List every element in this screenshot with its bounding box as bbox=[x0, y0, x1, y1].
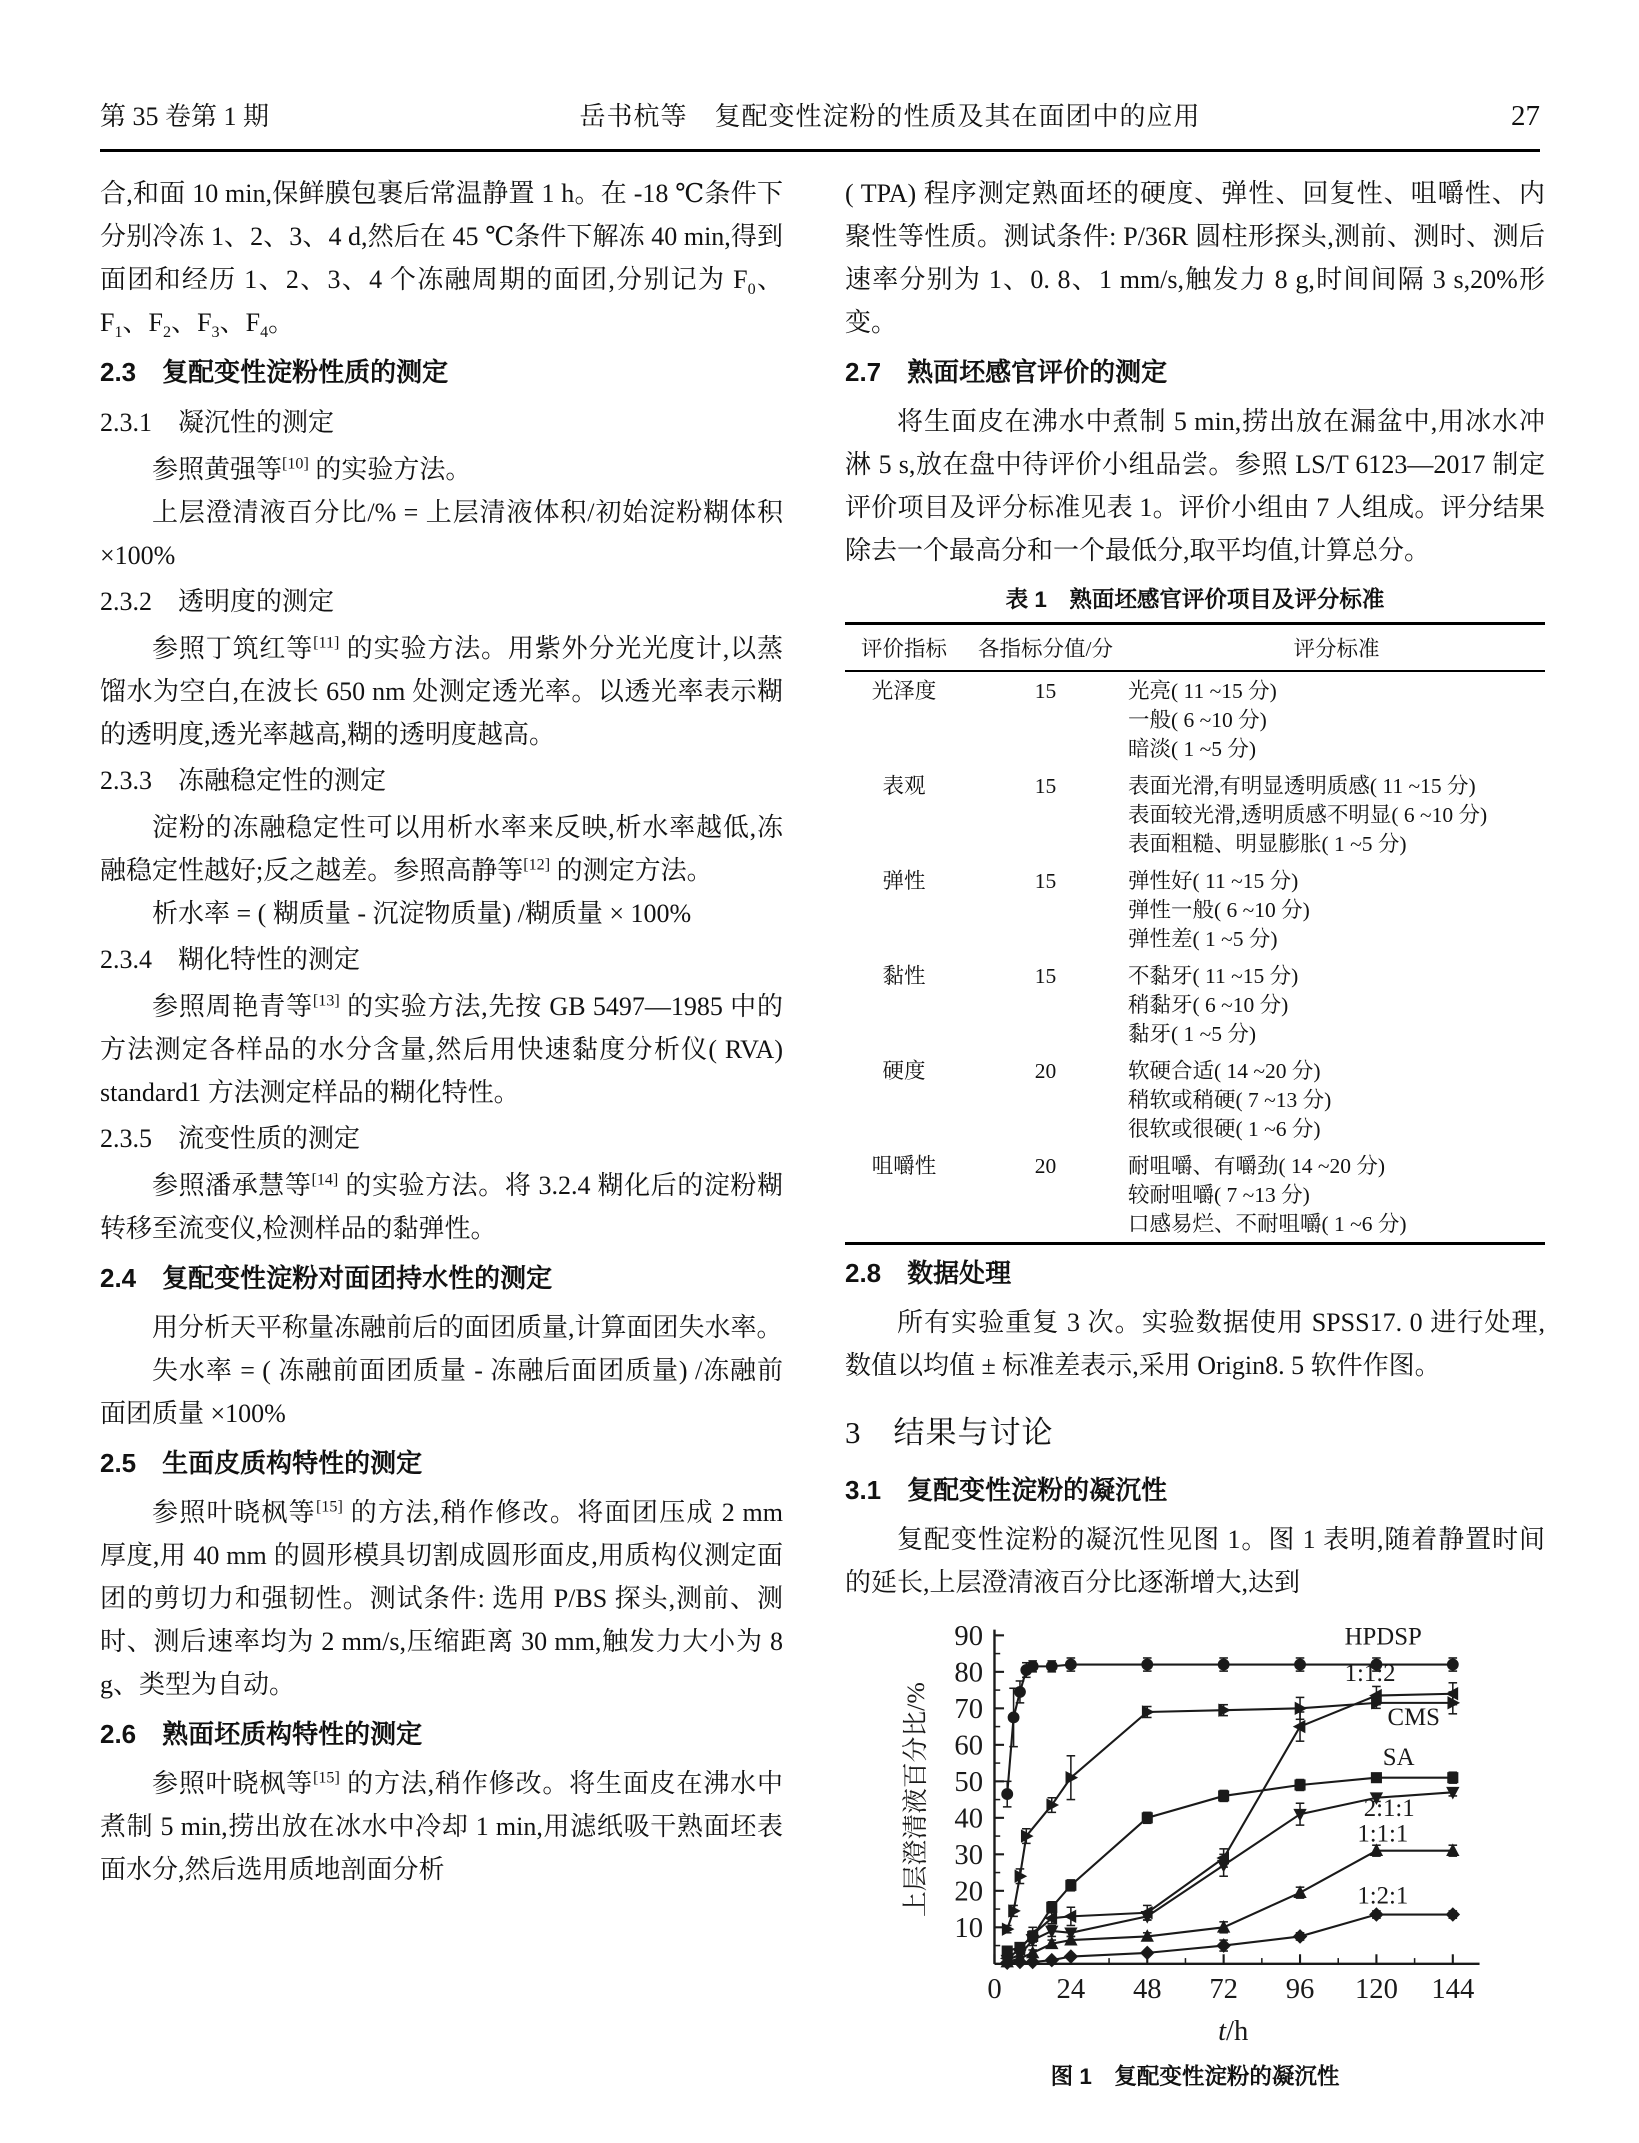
heading-2-8: 2.8 数据处理 bbox=[845, 1258, 1012, 1288]
table-caption: 表 1 熟面坯感官评价项目及评分标准 bbox=[1005, 587, 1385, 612]
text-run: 参照叶晓枫等 bbox=[152, 1769, 313, 1798]
text-run: 上层澄清液百分比/% = 上层清液体积/初始淀粉糊体积 ×100% bbox=[100, 498, 783, 570]
series-label-SA: SA bbox=[1382, 1743, 1415, 1771]
table-row bbox=[845, 1052, 1545, 1147]
figure-1 bbox=[845, 1618, 1545, 2091]
heading-2-3-3: 2.3.3 冻融稳定性的测定 bbox=[100, 766, 387, 795]
col-header-score: 各指标分值/分 bbox=[978, 637, 1113, 661]
heading-2-5: 2.5 生面皮质构特性的测定 bbox=[100, 1448, 423, 1478]
cell-score: 15 bbox=[1034, 964, 1057, 988]
y-tick-label: 90 bbox=[954, 1619, 984, 1652]
heading-2-6: 2.6 熟面坯质构特性的测定 bbox=[100, 1719, 423, 1749]
table-row bbox=[845, 767, 1545, 862]
table-head bbox=[845, 624, 1545, 672]
text-run: 的测定方法。 bbox=[550, 856, 713, 885]
heading-3: 3 结果与讨论 bbox=[845, 1415, 1054, 1450]
paragraph bbox=[100, 448, 783, 491]
formula-water-loss bbox=[100, 1349, 783, 1435]
text-run: 将生面皮在沸水中煮制 5 min,捞出放在漏盆中,用冰水冲淋 5 s,放在盘中待评价小组品尝。参照 LS/T 6123—2017 制定评价项目及评分标准见表 1。评价小组由 7 人组成。评分结果除去一个最高分和一个最低分,取平均值,计算总分。 bbox=[845, 407, 1545, 565]
marker-square bbox=[1371, 1772, 1382, 1783]
text-run: 、F bbox=[100, 265, 783, 337]
journal-issue: 第 35 卷第 1 期 bbox=[100, 102, 270, 131]
marker-circle bbox=[1218, 1659, 1230, 1671]
sup-text: [12] bbox=[523, 856, 551, 874]
marker-square bbox=[1142, 1812, 1153, 1823]
cell-indicator: 黏性 bbox=[882, 964, 926, 988]
heading-2-4: 2.4 复配变性淀粉对面团持水性的测定 bbox=[100, 1263, 553, 1293]
table-row bbox=[845, 671, 1545, 767]
table-row bbox=[845, 1147, 1545, 1244]
sup-text: [10] bbox=[282, 455, 309, 473]
marker-triangle-right bbox=[1218, 1703, 1231, 1716]
cell-criteria bbox=[1128, 671, 1545, 767]
series-label-HPDSP: HPDSP bbox=[1344, 1623, 1422, 1651]
x-tick-label: 48 bbox=[1132, 1973, 1162, 2006]
marker-triangle-right bbox=[1447, 1696, 1460, 1709]
sub-text: 4 bbox=[260, 324, 269, 342]
cell-indicator: 硬度 bbox=[882, 1059, 926, 1083]
y-tick-label: 50 bbox=[954, 1765, 984, 1798]
marker-triangle-left bbox=[1293, 1720, 1306, 1733]
marker-circle bbox=[1046, 1660, 1058, 1672]
text-run: ( TPA) 程序测定熟面坯的硬度、弹性、回复性、咀嚼性、内聚性等性质。测试条件: P/36R 圆柱形探头,测前、测时、测后速率分别为 1、0. 8、1 mm/s,触发力 8 g,时间间隔 3 s,20%形变。 bbox=[845, 179, 1545, 337]
marker-diamond bbox=[1140, 1946, 1155, 1961]
text-run: 析水率 = ( 糊质量 - 沉淀物质量) /糊质量 × 100% bbox=[152, 899, 692, 928]
criteria-line: 暗淡( 1 ~5 分) bbox=[1128, 737, 1257, 761]
heading-2-3-1: 2.3.1 凝沉性的测定 bbox=[100, 408, 335, 437]
formula-syneresis bbox=[100, 892, 783, 935]
criteria-line: 口感易烂、不耐咀嚼( 1 ~6 分) bbox=[1128, 1212, 1407, 1236]
col-header-criteria: 评分标准 bbox=[1293, 637, 1380, 661]
marker-circle bbox=[1447, 1659, 1459, 1671]
text-run: 的实验方法。将 3.2.4 糊化后的淀粉糊转移至流变仪,检测样品的黏弹性。 bbox=[100, 1171, 783, 1243]
table-row bbox=[845, 957, 1545, 1052]
criteria-line: 黏牙( 1 ~5 分) bbox=[1128, 1022, 1257, 1046]
sub-text: 3 bbox=[211, 324, 220, 342]
x-tick-label: 96 bbox=[1285, 1973, 1315, 2006]
text-run: 所有实验重复 3 次。实验数据使用 SPSS17. 0 进行处理,数值以均值 ± 标准差表示,采用 Origin8. 5 软件作图。 bbox=[845, 1308, 1545, 1380]
text-run: 参照周艳青等 bbox=[152, 992, 313, 1021]
y-tick-label: 40 bbox=[954, 1802, 984, 1835]
sub-text: 0 bbox=[747, 281, 756, 299]
marker-triangle-up bbox=[1217, 1920, 1230, 1933]
criteria-line: 稍软或稍硬( 7 ~13 分) bbox=[1128, 1088, 1332, 1112]
marker-circle bbox=[1027, 1660, 1039, 1672]
heading-3-1: 3.1 复配变性淀粉的凝沉性 bbox=[845, 1475, 1168, 1505]
text-run: 。 bbox=[268, 308, 295, 337]
col-header-indicator: 评价指标 bbox=[860, 637, 947, 661]
marker-circle bbox=[1008, 1712, 1020, 1724]
text-run: 参照丁筑红等 bbox=[152, 634, 314, 663]
text-run: 的方法,稍作修改。将生面皮在沸水中煮制 5 min,捞出放在冰水中冷却 1 min,用滤纸吸干熟面坯表面水分,然后选用质地剖面分析 bbox=[100, 1769, 783, 1884]
paragraph bbox=[100, 1491, 783, 1706]
text-run: 淀粉的冻融稳定性可以用析水率来反映,析水率越低,冻融稳定性越好;反之越差。参照高静等 bbox=[100, 813, 783, 885]
criteria-line: 稍黏牙( 6 ~10 分) bbox=[1128, 993, 1289, 1017]
criteria-line: 软硬合适( 14 ~20 分) bbox=[1128, 1059, 1321, 1083]
paragraph bbox=[845, 1518, 1545, 1604]
text-run: 的实验方法。 bbox=[308, 455, 472, 484]
x-tick-label: 144 bbox=[1431, 1973, 1475, 2006]
marker-circle bbox=[1294, 1659, 1306, 1671]
figure-caption: 图 1 复配变性淀粉的凝沉性 bbox=[1050, 2064, 1340, 2089]
text-run: 失水率 = ( 冻融前面团质量 - 冻融后面团质量) /冻融前面团质量 ×100% bbox=[100, 1356, 783, 1428]
table-header-row bbox=[845, 624, 1545, 672]
sup-text: [13] bbox=[312, 992, 340, 1010]
sup-text: [15] bbox=[313, 1769, 340, 1787]
marker-diamond bbox=[1045, 1953, 1060, 1968]
marker-diamond bbox=[1216, 1938, 1231, 1953]
sensory-evaluation-table bbox=[845, 622, 1545, 1245]
paragraph bbox=[100, 172, 783, 344]
x-tick-label: 24 bbox=[1056, 1973, 1086, 2006]
text-run: 复配变性淀粉的凝沉性见图 1。图 1 表明,随着静置时间的延长,上层澄清液百分比逐渐增大,达到 bbox=[845, 1525, 1545, 1597]
x-tick-label: 72 bbox=[1209, 1973, 1238, 2006]
marker-triangle-down bbox=[1217, 1860, 1230, 1873]
heading-2-3-2: 2.3.2 透明度的测定 bbox=[100, 587, 335, 616]
heading-2-3-4: 2.3.4 糊化特性的测定 bbox=[100, 945, 361, 974]
table-row bbox=[845, 862, 1545, 957]
criteria-line: 不黏牙( 11 ~15 分) bbox=[1128, 964, 1299, 988]
paragraph bbox=[845, 400, 1545, 572]
x-axis-title: t/h bbox=[1218, 2015, 1249, 2048]
paragraph bbox=[100, 985, 783, 1114]
text-run: 参照潘承慧等 bbox=[152, 1171, 312, 1200]
series-label-1:1:2: 1:1:2 bbox=[1344, 1659, 1396, 1687]
sup-text: [11] bbox=[313, 634, 340, 652]
criteria-line: 一般( 6 ~10 分) bbox=[1128, 708, 1267, 732]
marker-diamond bbox=[1293, 1929, 1308, 1944]
right-column bbox=[845, 172, 1545, 2091]
cell-indicator: 弹性 bbox=[882, 869, 926, 893]
cell-score: 15 bbox=[1034, 774, 1057, 798]
criteria-line: 耐咀嚼、有嚼劲( 14 ~20 分) bbox=[1128, 1154, 1386, 1178]
marker-square bbox=[1294, 1779, 1305, 1790]
cell-score: 20 bbox=[1034, 1059, 1057, 1083]
y-tick-label: 70 bbox=[954, 1692, 984, 1725]
series-label-1:2:1: 1:2:1 bbox=[1357, 1882, 1409, 1910]
marker-square bbox=[1065, 1880, 1076, 1891]
paragraph bbox=[845, 172, 1545, 344]
marker-triangle-left bbox=[1064, 1910, 1077, 1923]
series-label-2:1:1: 2:1:1 bbox=[1363, 1795, 1415, 1823]
x-tick-label: 0 bbox=[987, 1973, 1002, 2006]
y-tick-label: 80 bbox=[954, 1656, 984, 1689]
criteria-line: 表面光滑,有明显透明质感( 11 ~15 分) bbox=[1128, 774, 1476, 798]
marker-circle bbox=[1001, 1788, 1013, 1800]
y-axis-title: 上层澄清液百分比/% bbox=[900, 1682, 930, 1917]
paragraph bbox=[100, 627, 783, 756]
criteria-line: 很软或很硬( 1 ~6 分) bbox=[1128, 1117, 1321, 1141]
sup-text: [14] bbox=[311, 1171, 339, 1189]
criteria-line: 较耐咀嚼( 7 ~13 分) bbox=[1128, 1183, 1310, 1207]
text-run: 、F bbox=[171, 308, 212, 337]
heading-2-3-5: 2.3.5 流变性质的测定 bbox=[100, 1124, 361, 1153]
text-run: 的实验方法,先按 GB 5497—1985 中的方法测定各样品的水分含量,然后用快速黏度分析仪( RVA) standard1 方法测定样品的糊化特性。 bbox=[100, 992, 783, 1107]
paragraph bbox=[100, 1164, 783, 1250]
paragraph bbox=[100, 806, 783, 892]
criteria-line: 表面较光滑,透明质感不明显( 6 ~10 分) bbox=[1128, 803, 1488, 827]
cell-criteria bbox=[1128, 1052, 1545, 1147]
sub-text: 1 bbox=[114, 324, 123, 342]
text-run: 、F bbox=[122, 308, 163, 337]
text-run: 参照叶晓枫等 bbox=[152, 1498, 317, 1527]
criteria-line: 弹性一般( 6 ~10 分) bbox=[1128, 898, 1310, 922]
series-label-1:1:1: 1:1:1 bbox=[1357, 1820, 1409, 1848]
paragraph bbox=[845, 1301, 1545, 1387]
text-run: 的方法,稍作修改。将面团压成 2 mm 厚度,用 40 mm 的圆形模具切割成圆形面皮,用质构仪测定面团的剪切力和强韧性。测试条件: 选用 P/BS 探头,测前、测时、测后速率均为 2 mm/s,压缩距离 30 mm,触发力大小为 8 g、类型为自动。 bbox=[100, 1498, 783, 1699]
paragraph bbox=[100, 1762, 783, 1891]
marker-triangle-left bbox=[1446, 1687, 1459, 1700]
y-tick-label: 60 bbox=[954, 1729, 984, 1762]
criteria-line: 弹性好( 11 ~15 分) bbox=[1128, 869, 1299, 893]
cell-score: 15 bbox=[1034, 679, 1057, 703]
cell-criteria bbox=[1128, 862, 1545, 957]
left-column bbox=[100, 172, 783, 1891]
criteria-line: 表面粗糙、明显膨胀( 1 ~5 分) bbox=[1128, 832, 1407, 856]
x-tick-label: 120 bbox=[1354, 1973, 1398, 2006]
y-tick-label: 10 bbox=[954, 1911, 984, 1944]
marker-square bbox=[1447, 1772, 1458, 1783]
sub-text: 2 bbox=[163, 324, 172, 342]
cell-score: 15 bbox=[1034, 869, 1057, 893]
marker-circle bbox=[1141, 1659, 1153, 1671]
marker-triangle-right bbox=[1295, 1702, 1308, 1715]
marker-triangle-right bbox=[1046, 1798, 1059, 1811]
text-run: 、F bbox=[219, 308, 261, 337]
formula-sedimentation bbox=[100, 491, 783, 577]
text-run: 合,和面 10 min,保鲜膜包裹后常温静置 1 h。在 -18 ℃条件下分别冷冻 1、2、3、4 d,然后在 45 ℃条件下解冻 40 min,得到面团和经历 1、2、3、4 个冻融周期的面团,分别记为 F bbox=[100, 179, 783, 294]
page-number: 27 bbox=[1511, 100, 1540, 132]
paragraph bbox=[100, 1306, 783, 1349]
text-run: 的实验方法。用紫外分光光度计,以蒸馏水为空白,在波长 650 nm 处测定透光率。以透光率表示糊的透明度,透光率越高,糊的透明度越高。 bbox=[100, 634, 783, 749]
sedimentation-line-chart bbox=[899, 1618, 1491, 2048]
marker-diamond bbox=[1446, 1907, 1461, 1922]
marker-square bbox=[1218, 1790, 1229, 1801]
page-header bbox=[100, 96, 1540, 152]
marker-circle bbox=[1014, 1686, 1026, 1698]
heading-2-7: 2.7 熟面坯感官评价的测定 bbox=[845, 357, 1168, 387]
cell-criteria bbox=[1128, 767, 1545, 862]
sup-text: [15] bbox=[316, 1498, 343, 1516]
heading-2-3: 2.3 复配变性淀粉性质的测定 bbox=[100, 357, 449, 387]
cell-score: 20 bbox=[1034, 1154, 1057, 1178]
y-tick-label: 30 bbox=[954, 1838, 984, 1871]
criteria-line: 光亮( 11 ~15 分) bbox=[1128, 679, 1277, 703]
text-run: 参照黄强等 bbox=[152, 455, 283, 484]
marker-square bbox=[1046, 1902, 1057, 1913]
y-tick-label: 20 bbox=[954, 1875, 984, 1908]
criteria-line: 弹性差( 1 ~5 分) bbox=[1128, 927, 1278, 951]
marker-triangle-down bbox=[1293, 1809, 1306, 1822]
text-run: 用分析天平称量冻融前后的面团质量,计算面团失水率。 bbox=[152, 1313, 783, 1342]
cell-criteria bbox=[1128, 1147, 1545, 1244]
cell-indicator: 表观 bbox=[882, 774, 926, 798]
running-title: 岳书杭等 复配变性淀粉的性质及其在面团中的应用 bbox=[579, 102, 1201, 131]
cell-indicator: 光泽度 bbox=[871, 679, 937, 703]
table1-body bbox=[845, 671, 1545, 1244]
cell-criteria bbox=[1128, 957, 1545, 1052]
marker-triangle-up bbox=[1293, 1885, 1306, 1898]
table-1-block bbox=[845, 582, 1545, 1245]
marker-triangle-right bbox=[1021, 1829, 1034, 1842]
marker-diamond bbox=[1064, 1949, 1079, 1964]
series-label-CMS: CMS bbox=[1387, 1703, 1440, 1731]
cell-indicator: 咀嚼性 bbox=[871, 1154, 937, 1178]
marker-circle bbox=[1065, 1659, 1077, 1671]
marker-triangle-right bbox=[1142, 1705, 1155, 1718]
